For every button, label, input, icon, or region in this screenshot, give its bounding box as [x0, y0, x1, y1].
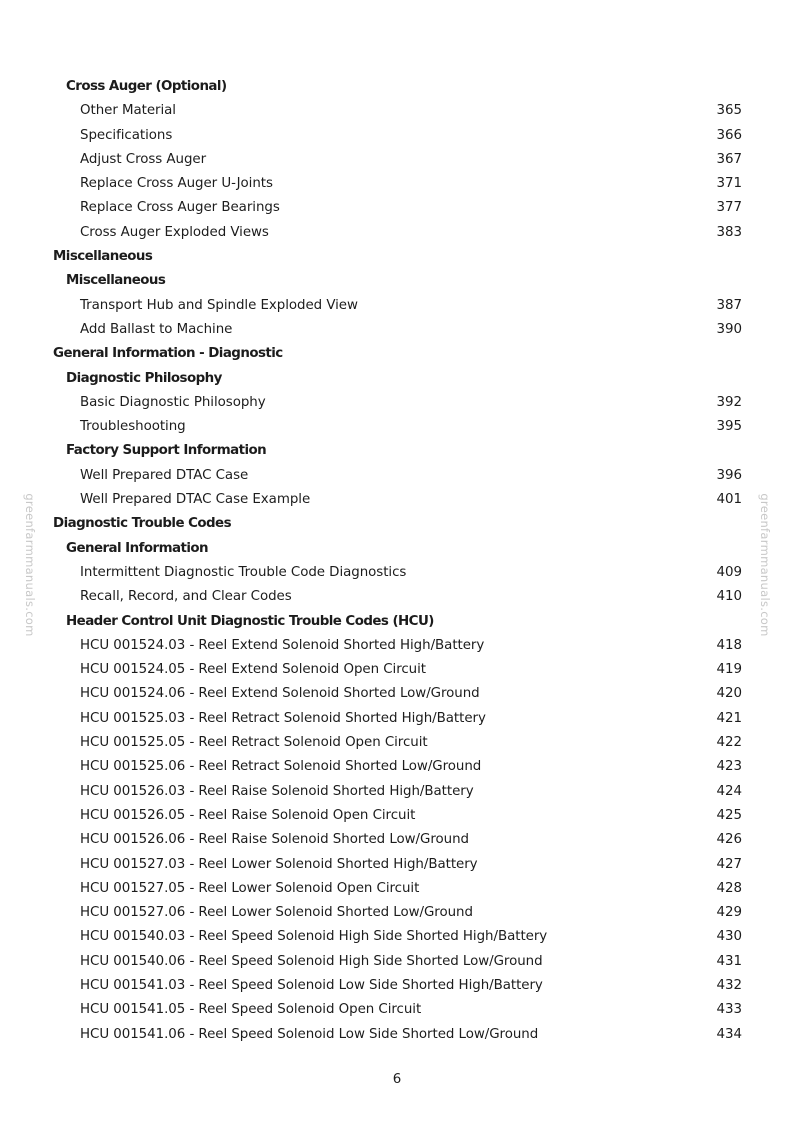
toc-entry-page-number: 422 [716, 735, 742, 751]
toc-entry-page-number: 424 [716, 783, 742, 799]
toc-entry [0, 974, 794, 998]
toc-entry-title: Factory Support Information [66, 443, 267, 459]
toc-entry-title: HCU 001524.06 - Reel Extend Solenoid Shorted Low/Ground [80, 686, 480, 702]
toc-entry-page-number: 429 [716, 905, 742, 921]
toc-entry-page-number: 423 [716, 759, 742, 775]
toc-entry-title: HCU 001526.03 - Reel Raise Solenoid Shorted High/Battery [80, 783, 474, 799]
toc-entry-page-number: 410 [716, 589, 742, 605]
toc-entry-title: Recall, Record, and Clear Codes [80, 589, 292, 605]
table-of-contents [0, 75, 794, 1047]
toc-entry [0, 1023, 794, 1047]
toc-entry-title: Well Prepared DTAC Case [80, 467, 249, 483]
toc-entry-page-number: 430 [716, 929, 742, 945]
toc-entry-title: HCU 001527.05 - Reel Lower Solenoid Open Circuit [80, 880, 420, 896]
watermark-text: greenfarmmanuals.com [23, 493, 37, 637]
toc-entry [0, 294, 794, 318]
toc-entry-page-number: 426 [716, 832, 742, 848]
toc-entry-page-number: 367 [716, 151, 742, 167]
toc-entry-title: Well Prepared DTAC Case Example [80, 492, 311, 508]
toc-entry-title: Intermittent Diagnostic Trouble Code Diagnostics [80, 564, 407, 580]
toc-entry-title: Cross Auger (Optional) [66, 79, 227, 94]
toc-entry-title: Diagnostic Trouble Codes [53, 516, 232, 532]
toc-entry [0, 148, 794, 172]
toc-entry-title: Cross Auger Exploded Views [80, 224, 269, 240]
toc-entry-title: HCU 001541.06 - Reel Speed Solenoid Low Side Shorted Low/Ground [80, 1026, 539, 1042]
toc-entry-title: HCU 001526.05 - Reel Raise Solenoid Open Circuit [80, 807, 416, 823]
toc-chapter-heading [0, 245, 794, 269]
toc-section-heading [0, 439, 794, 463]
toc-entry-title: HCU 001527.06 - Reel Lower Solenoid Shorted Low/Ground [80, 905, 473, 921]
toc-entry [0, 853, 794, 877]
toc-entry [0, 561, 794, 585]
toc-entry [0, 634, 794, 658]
toc-entry-title: HCU 001524.05 - Reel Extend Solenoid Open Circuit [80, 662, 426, 678]
toc-entry-page-number: 418 [716, 637, 742, 653]
toc-entry-title: HCU 001526.06 - Reel Raise Solenoid Shorted Low/Ground [80, 832, 469, 848]
toc-section-heading [0, 610, 794, 634]
toc-entry-page-number: 395 [716, 419, 742, 435]
toc-entry-page-number: 377 [716, 200, 742, 216]
toc-entry-page-number: 428 [716, 880, 742, 896]
watermark-text: greenfarmmanuals.com [758, 493, 772, 637]
toc-entry-page-number: 366 [716, 127, 742, 143]
toc-entry [0, 318, 794, 342]
toc-chapter-heading [0, 512, 794, 536]
toc-entry [0, 828, 794, 852]
toc-entry [0, 221, 794, 245]
page-number: 6 [392, 1072, 402, 1087]
toc-entry-title: HCU 001525.06 - Reel Retract Solenoid Shorted Low/Ground [80, 759, 482, 775]
toc-entry [0, 707, 794, 731]
toc-entry-title: HCU 001525.03 - Reel Retract Solenoid Shorted High/Battery [80, 710, 486, 726]
toc-entry-title: Replace Cross Auger U-Joints [80, 176, 273, 192]
toc-entry-title: Header Control Unit Diagnostic Trouble Codes (HCU) [66, 613, 434, 629]
toc-entry [0, 682, 794, 706]
toc-entry-page-number: 401 [716, 492, 742, 508]
toc-chapter-heading [0, 342, 794, 366]
toc-entry [0, 925, 794, 949]
toc-entry-page-number: 425 [716, 807, 742, 823]
toc-entry-title: Adjust Cross Auger [80, 151, 207, 167]
toc-entry [0, 488, 794, 512]
toc-entry [0, 172, 794, 196]
toc-entry-page-number: 390 [716, 321, 742, 337]
toc-entry-title: HCU 001541.03 - Reel Speed Solenoid Low Side Shorted High/Battery [80, 977, 543, 993]
toc-entry-page-number: 387 [716, 297, 742, 313]
toc-entry-title: Troubleshooting [80, 419, 186, 435]
toc-entry-title: Miscellaneous [66, 273, 166, 289]
toc-entry-page-number: 371 [716, 176, 742, 192]
toc-entry [0, 755, 794, 779]
toc-entry-page-number: 420 [716, 686, 742, 702]
toc-entry-title: Diagnostic Philosophy [66, 370, 222, 386]
toc-entry-title: HCU 001540.03 - Reel Speed Solenoid High Side Shorted High/Battery [80, 929, 548, 945]
toc-entry [0, 391, 794, 415]
toc-entry [0, 901, 794, 925]
toc-entry [0, 415, 794, 439]
toc-entry-page-number: 431 [716, 953, 742, 969]
toc-entry-title: Add Ballast to Machine [80, 321, 233, 337]
toc-entry-page-number: 432 [716, 977, 742, 993]
toc-entry-title: Specifications [80, 127, 173, 143]
toc-entry-page-number: 427 [716, 856, 742, 872]
toc-entry-title: Basic Diagnostic Philosophy [80, 394, 266, 410]
toc-entry [0, 585, 794, 609]
toc-entry-page-number: 383 [716, 224, 742, 240]
toc-section-heading [0, 367, 794, 391]
toc-entry [0, 950, 794, 974]
toc-entry-title: General Information - Diagnostic [53, 346, 283, 362]
toc-entry [0, 196, 794, 220]
toc-entry-page-number: 365 [716, 103, 742, 119]
toc-entry-page-number: 421 [716, 710, 742, 726]
toc-entry-title: Transport Hub and Spindle Exploded View [80, 297, 358, 313]
toc-entry-page-number: 396 [716, 467, 742, 483]
toc-entry-title: Other Material [80, 103, 176, 119]
toc-entry [0, 124, 794, 148]
toc-section-heading [0, 537, 794, 561]
toc-section-heading [0, 269, 794, 293]
toc-entry [0, 731, 794, 755]
toc-entry-page-number: 392 [716, 394, 742, 410]
toc-entry-title: HCU 001524.03 - Reel Extend Solenoid Shorted High/Battery [80, 637, 485, 653]
toc-entry-title: Replace Cross Auger Bearings [80, 200, 280, 216]
toc-entry-page-number: 434 [716, 1026, 742, 1042]
toc-entry-title: HCU 001540.06 - Reel Speed Solenoid High Side Shorted Low/Ground [80, 953, 543, 969]
toc-section-heading [0, 75, 794, 99]
toc-entry-page-number: 433 [716, 1002, 742, 1018]
toc-entry [0, 804, 794, 828]
toc-entry-title: HCU 001541.05 - Reel Speed Solenoid Open Circuit [80, 1002, 422, 1018]
toc-entry [0, 658, 794, 682]
toc-entry-title: HCU 001527.03 - Reel Lower Solenoid Shorted High/Battery [80, 856, 478, 872]
toc-entry-title: HCU 001525.05 - Reel Retract Solenoid Open Circuit [80, 735, 428, 751]
toc-entry-page-number: 409 [716, 564, 742, 580]
toc-entry-title: Miscellaneous [53, 249, 153, 265]
toc-entry-page-number: 419 [716, 662, 742, 678]
toc-entry-title: General Information [66, 540, 208, 556]
toc-entry [0, 998, 794, 1022]
toc-entry [0, 877, 794, 901]
toc-entry [0, 464, 794, 488]
toc-entry [0, 780, 794, 804]
toc-entry [0, 99, 794, 123]
